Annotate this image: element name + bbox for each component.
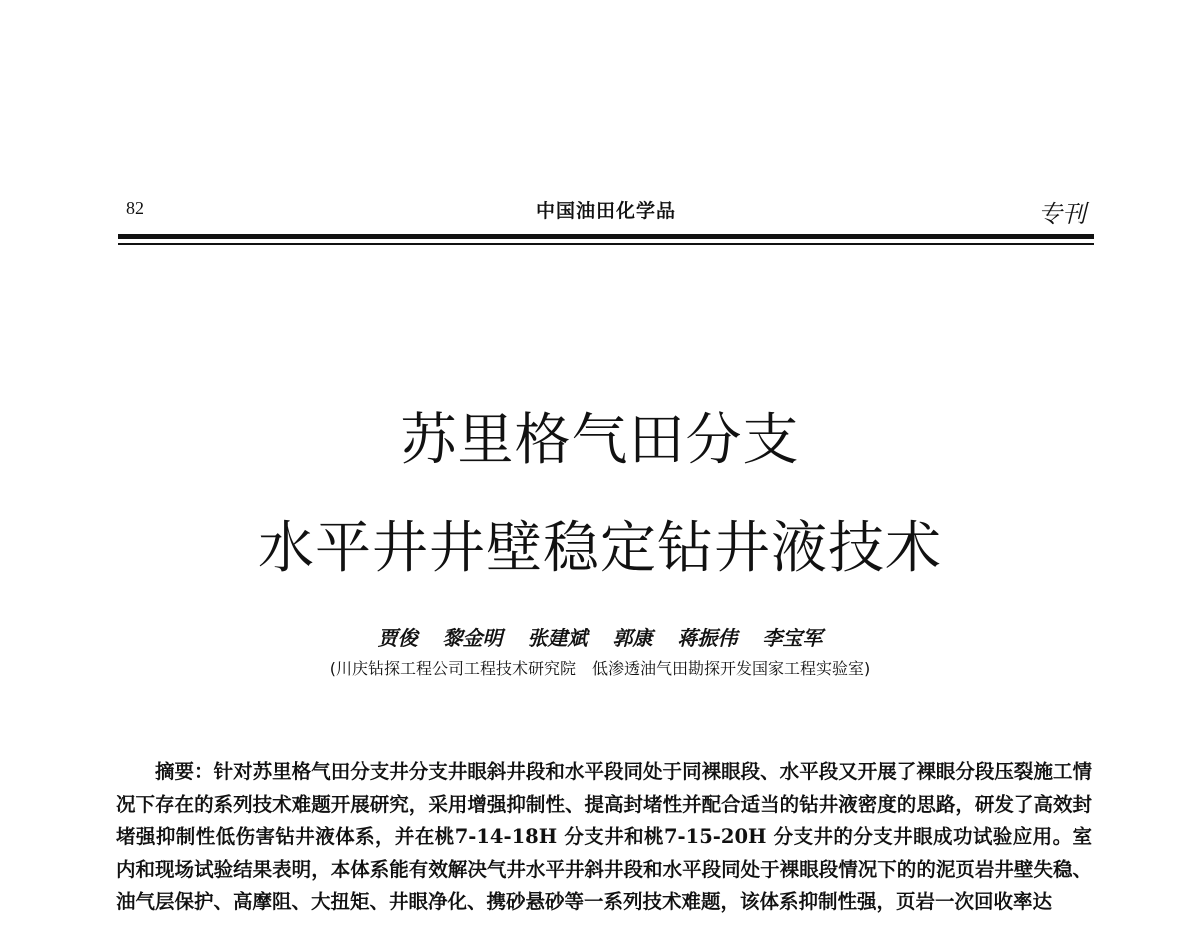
issue-label: 专刊 <box>1038 200 1086 228</box>
running-header <box>118 196 1094 226</box>
author-affiliation: (川庆钻探工程公司工程技术研究院 低渗透油气田勘探开发国家工程实验室) <box>329 659 871 678</box>
page-number: 82 <box>126 198 144 218</box>
article-title-line-1: 苏里格气田分支 <box>400 408 800 473</box>
abstract-paragraph: 摘要：针对苏里格气田分支井分支井眼斜井段和水平段同处于同裸眼段、水平段又开展了裸眼分段压裂施工情况下存在的系列技术难题开展研究，采用增强抑制性、提高封堵性并配合适当的钻井液密度的思路，研发了高效封堵强抑制性低伤害钻井液体系，并在桃7-14-18H 分支井和桃7-15-20H 分支井的分支井眼成功试验应用。室内和现场试验结果表明，本体系能有效解决气井水平井斜井段和水平段同处于裸眼段情况下的的泥页岩井壁失稳、油气层保护、高摩阻、大扭矩、井眼净化、携砂悬砂等一系列技术难题，该体系抑制性强，页岩一次回收率达 <box>116 760 1092 913</box>
article-title-line-2: 水平井井壁稳定钻井液技术 <box>258 516 942 581</box>
header-rule-thin <box>118 243 1094 245</box>
author-list: 贾俊 黎金明 张建斌 郭康 蒋振伟 李宝军 <box>377 626 823 650</box>
journal-name: 中国油田化学品 <box>535 200 676 222</box>
header-rule-thick <box>118 234 1094 239</box>
